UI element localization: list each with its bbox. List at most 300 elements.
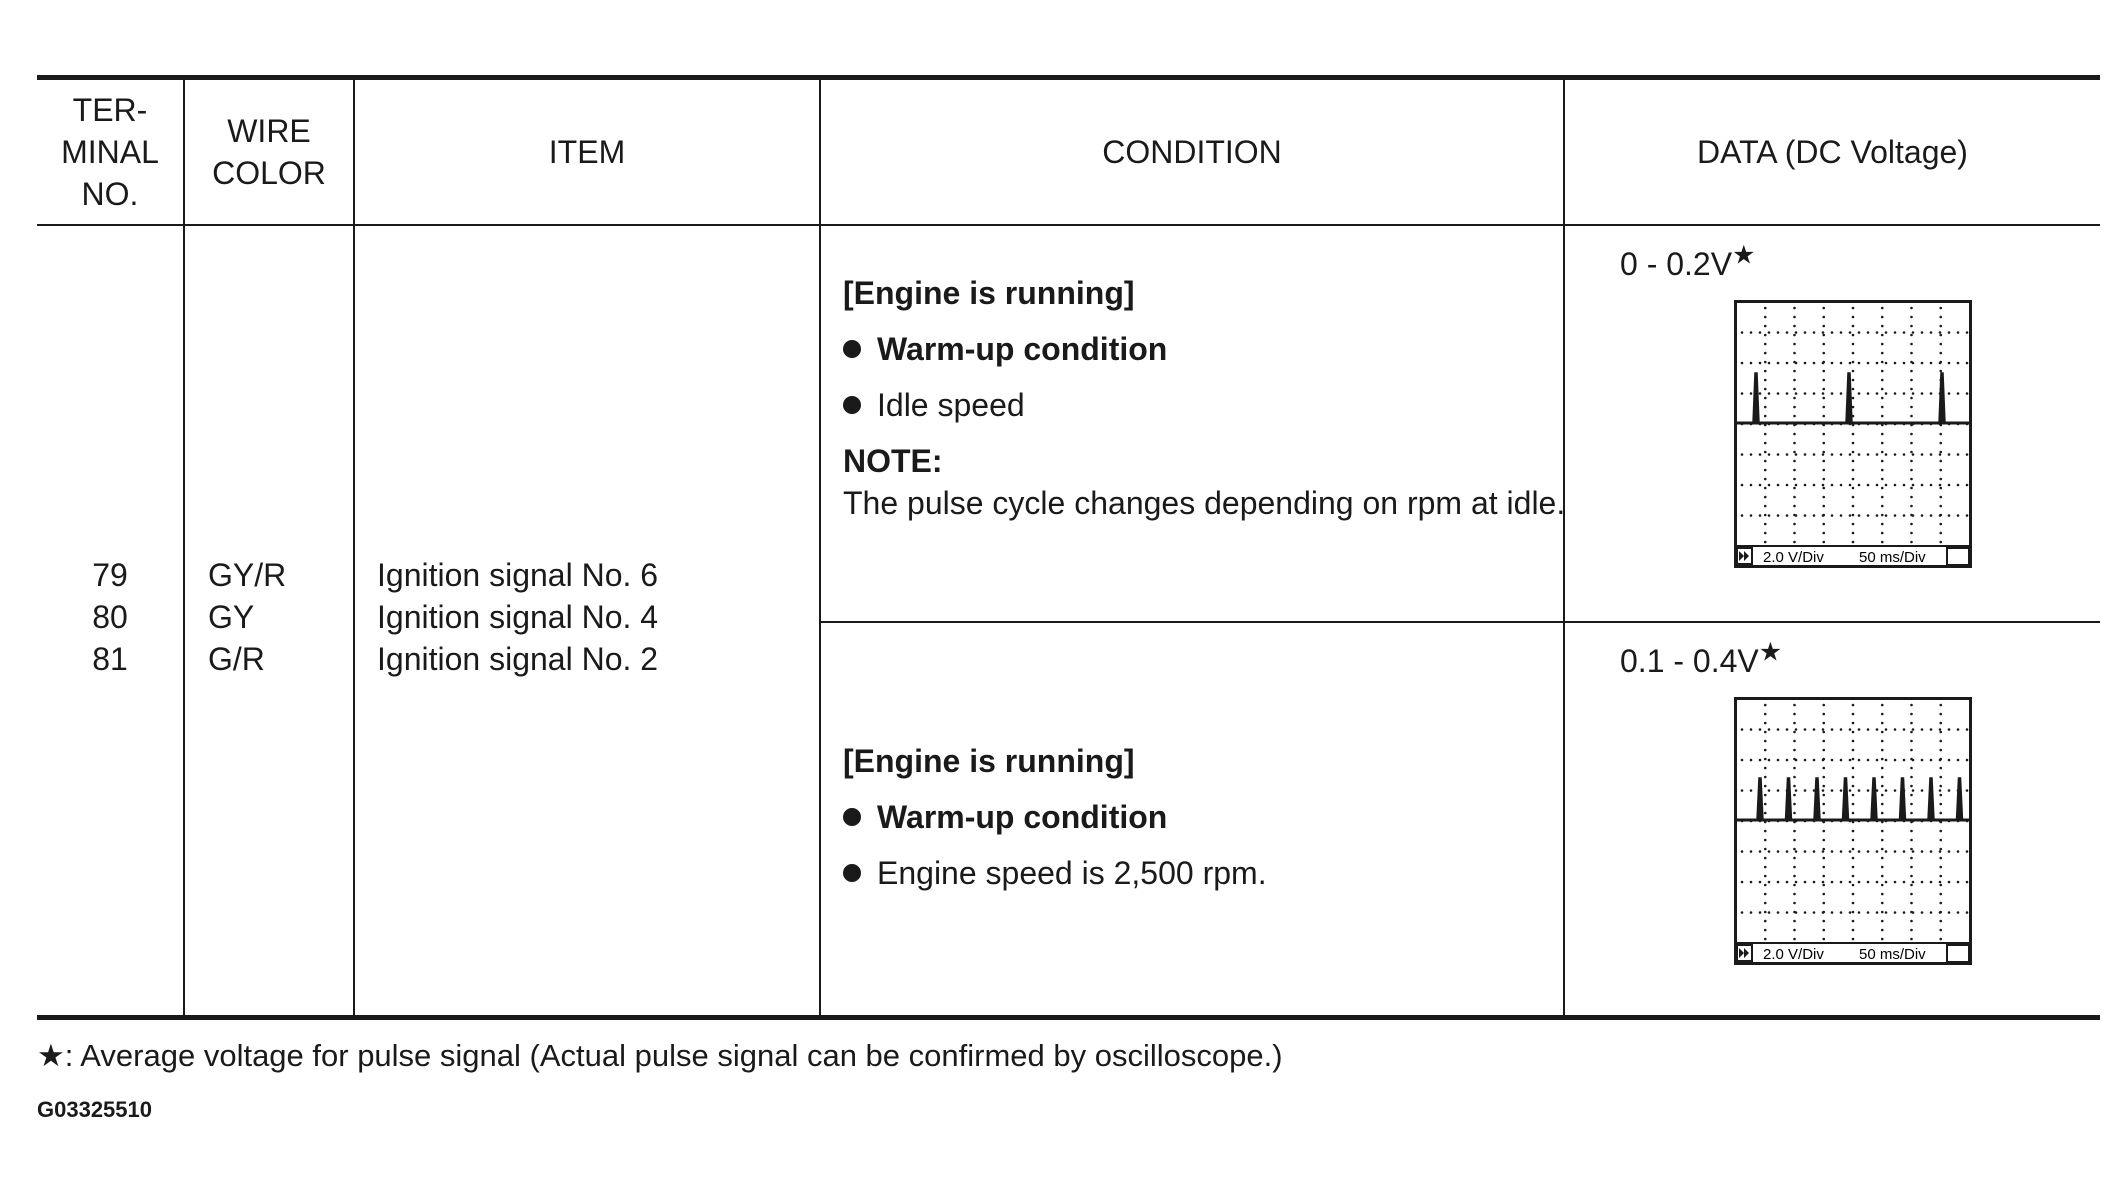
- scope-grid-dot: [1764, 722, 1767, 725]
- scope-grid-dot: [1939, 776, 1942, 779]
- scope-grid-dot: [1881, 415, 1884, 418]
- scope-grid-dot: [1910, 902, 1913, 905]
- scope-grid-dot: [1939, 728, 1942, 731]
- scope-grid-dot: [1948, 850, 1951, 853]
- scope-grid-dot: [1921, 881, 1924, 884]
- scope-grid-dot: [1910, 839, 1913, 842]
- scope-grid-dot: [1813, 392, 1816, 395]
- scope-grid-dot: [1764, 370, 1767, 373]
- scope-grid-dot: [1764, 938, 1767, 941]
- scope-grid-dot: [1831, 331, 1834, 334]
- wire-color-column: [208, 554, 286, 680]
- scope-grid-dot: [1822, 938, 1825, 941]
- scope-grid-dot: [1881, 334, 1884, 337]
- scope-grid-dot: [1852, 776, 1855, 779]
- scope-grid-dot: [1852, 478, 1855, 481]
- scope-grid-dot: [1930, 850, 1933, 853]
- scope-grid-dot: [1840, 392, 1843, 395]
- scope-grid-dot: [1849, 850, 1852, 853]
- scope-grid-dot: [1948, 453, 1951, 456]
- scope-grid-dot: [1881, 911, 1884, 914]
- scope-grid-dot: [1894, 362, 1897, 365]
- scope-grid-dot: [1852, 325, 1855, 328]
- scope-grid-dot: [1939, 484, 1942, 487]
- scope-grid-dot: [1881, 848, 1884, 851]
- scope-grid-dot: [1939, 352, 1942, 355]
- scope-grid-dot: [1894, 911, 1897, 914]
- time-per-div: 50 ms/Div: [1859, 946, 1926, 963]
- scope-grid-dot: [1852, 929, 1855, 932]
- scope-grid-dot: [1741, 759, 1744, 762]
- scope-grid-dot: [1852, 352, 1855, 355]
- scope-grid-dot: [1881, 866, 1884, 869]
- scope-grid-dot: [1910, 920, 1913, 923]
- scope-grid-dot: [1795, 362, 1798, 365]
- scope-grid-dot: [1881, 505, 1884, 508]
- scope-grid-dot: [1795, 789, 1798, 792]
- scope-grid-dot: [1822, 767, 1825, 770]
- scope-grid-dot: [1948, 362, 1951, 365]
- scope-grid-dot: [1881, 776, 1884, 779]
- scope-grid-dot: [1764, 469, 1767, 472]
- scope-grid-dot: [1881, 803, 1884, 806]
- scope-grid-dot: [1910, 532, 1913, 535]
- scope-grid-dot: [1750, 484, 1753, 487]
- note-title: NOTE:: [843, 443, 943, 479]
- scope-grid-dot: [1768, 484, 1771, 487]
- scope-grid-dot: [1939, 523, 1942, 526]
- scope-grid-dot: [1852, 541, 1855, 544]
- scope-grid-dot: [1852, 514, 1855, 517]
- scope-grid-dot: [1822, 334, 1825, 337]
- scope-grid-dot: [1852, 875, 1855, 878]
- scope-grid-dot: [1912, 881, 1915, 884]
- scope-grid-dot: [1822, 487, 1825, 490]
- scope-grid-dot: [1912, 789, 1915, 792]
- condition-idle: [843, 272, 1583, 524]
- scope-grid-dot: [1852, 722, 1855, 725]
- scope-grid-dot: [1939, 453, 1942, 456]
- scope-grid-dot: [1822, 893, 1825, 896]
- table-bottom-rule: [37, 1015, 2100, 1020]
- scope-grid-dot: [1849, 728, 1852, 731]
- scope-grid-dot: [1910, 388, 1913, 391]
- scope-grid-dot: [1858, 331, 1861, 334]
- scope-indicator-box: [1947, 548, 1969, 565]
- scope-grid-dot: [1852, 460, 1855, 463]
- scope-grid-dot: [1910, 740, 1913, 743]
- scope-grid-dot: [1793, 830, 1796, 833]
- scope-grid-dot: [1881, 361, 1884, 364]
- scope-grid-dot: [1840, 331, 1843, 334]
- scope-grid-dot: [1957, 484, 1960, 487]
- scope-grid-dot: [1768, 362, 1771, 365]
- scope-grid-dot: [1813, 911, 1816, 914]
- scope-grid-dot: [1764, 460, 1767, 463]
- scope-grid-dot: [1741, 728, 1744, 731]
- item-column: [377, 554, 658, 680]
- scope-grid-dot: [1966, 392, 1969, 395]
- scope-grid-dot: [1750, 514, 1753, 517]
- scope-grid-dot: [1840, 881, 1843, 884]
- scope-grid-dot: [1852, 794, 1855, 797]
- scope-grid-dot: [1876, 881, 1879, 884]
- scope-grid-dot: [1793, 478, 1796, 481]
- scope-grid-dot: [1939, 794, 1942, 797]
- scope-grid-dot: [1741, 911, 1744, 914]
- scope-grid-dot: [1939, 848, 1942, 851]
- scope-grid-dot: [1867, 514, 1870, 517]
- scope-grid-dot: [1822, 830, 1825, 833]
- scope-grid-dot: [1881, 785, 1884, 788]
- scope-grid-dot: [1903, 362, 1906, 365]
- scope-grid-dot: [1764, 794, 1767, 797]
- scope-grid-dot: [1852, 920, 1855, 923]
- wire-color: GY/R: [208, 557, 287, 593]
- scope-grid-dot: [1804, 392, 1807, 395]
- scope-grid-dot: [1858, 728, 1861, 731]
- scope-grid-dot: [1813, 362, 1816, 365]
- scope-grid-dot: [1840, 484, 1843, 487]
- scope-grid-dot: [1939, 343, 1942, 346]
- scope-grid-dot: [1852, 379, 1855, 382]
- scope-grid-dot: [1768, 392, 1771, 395]
- scope-grid-dot: [1822, 850, 1825, 853]
- scope-grid-dot: [1910, 496, 1913, 499]
- scope-grid-dot: [1939, 487, 1942, 490]
- scope-grid-dot: [1939, 893, 1942, 896]
- scope-grid-dot: [1822, 789, 1825, 792]
- scope-grid-dot: [1881, 397, 1884, 400]
- scope-grid-dot: [1921, 514, 1924, 517]
- scope-grid-dot: [1881, 460, 1884, 463]
- scope-grid-dot: [1822, 460, 1825, 463]
- scope-grid-dot: [1852, 704, 1855, 707]
- scope-grid-dot: [1795, 850, 1798, 853]
- scope-grid-dot: [1939, 731, 1942, 734]
- scope-grid-dot: [1759, 392, 1762, 395]
- scope-grid-dot: [1912, 759, 1915, 762]
- scope-grid-dot: [1852, 830, 1855, 833]
- scope-grid-dot: [1881, 740, 1884, 743]
- scope-grid-dot: [1881, 514, 1884, 517]
- scope-grid-dot: [1793, 929, 1796, 932]
- scope-grid-dot: [1822, 759, 1825, 762]
- scope-grid-dot: [1939, 749, 1942, 752]
- scope-grid-dot: [1910, 929, 1913, 932]
- scope-grid-dot: [1764, 523, 1767, 526]
- scope-grid-dot: [1966, 514, 1969, 517]
- scope-grid-dot: [1881, 749, 1884, 752]
- scope-grid-dot: [1852, 902, 1855, 905]
- scope-grid-dot: [1903, 392, 1906, 395]
- scope-grid-dot: [1764, 505, 1767, 508]
- scope-grid-dot: [1852, 388, 1855, 391]
- scope-grid-dot: [1840, 759, 1843, 762]
- scope-grid-dot: [1939, 541, 1942, 544]
- scope-grid-dot: [1957, 881, 1960, 884]
- scope-grid-dot: [1939, 812, 1942, 815]
- scope-grid-dot: [1786, 911, 1789, 914]
- scope-grid-dot: [1764, 857, 1767, 860]
- scope-grid-dot: [1750, 453, 1753, 456]
- scope-grid-dot: [1759, 514, 1762, 517]
- scope-grid-dot: [1822, 713, 1825, 716]
- scope-grid-dot: [1840, 362, 1843, 365]
- scope-grid-dot: [1910, 875, 1913, 878]
- scope-grid-dot: [1822, 392, 1825, 395]
- scope-grid-dot: [1764, 307, 1767, 310]
- scope-grid-dot: [1881, 496, 1884, 499]
- scope-grid-dot: [1910, 343, 1913, 346]
- condition-title: [Engine is running]: [843, 743, 1135, 779]
- scope-grid-dot: [1910, 866, 1913, 869]
- scope-grid-dot: [1881, 929, 1884, 932]
- bullet-dot-icon: [843, 340, 861, 358]
- scope-grid-dot: [1881, 704, 1884, 707]
- scope-grid-dot: [1881, 830, 1884, 833]
- scope-grid-dot: [1881, 343, 1884, 346]
- scope-grid-dot: [1948, 514, 1951, 517]
- scope-grid-dot: [1957, 331, 1960, 334]
- scope-grid-dot: [1966, 789, 1969, 792]
- scope-grid-dot: [1764, 541, 1767, 544]
- scope-grid-dot: [1966, 484, 1969, 487]
- condition-bullet: [843, 852, 1267, 894]
- scope-grid-dot: [1910, 415, 1913, 418]
- scope-grid-dot: [1764, 514, 1767, 517]
- scope-grid-dot: [1876, 911, 1879, 914]
- scope-grid-dot: [1876, 728, 1879, 731]
- scope-grid-dot: [1903, 759, 1906, 762]
- scope-grid-dot: [1813, 881, 1816, 884]
- scope-grid-dot: [1768, 789, 1771, 792]
- scope-grid-dot: [1822, 451, 1825, 454]
- scope-grid-dot: [1894, 392, 1897, 395]
- scope-grid-dot: [1930, 453, 1933, 456]
- scope-grid-dot: [1852, 713, 1855, 716]
- scope-grid-dot: [1793, 803, 1796, 806]
- scope-grid-dot: [1881, 478, 1884, 481]
- scope-grid-dot: [1939, 334, 1942, 337]
- scope-grid-dot: [1741, 362, 1744, 365]
- scope-grid-dot: [1852, 767, 1855, 770]
- scope-grid-dot: [1876, 759, 1879, 762]
- scope-grid-dot: [1759, 484, 1762, 487]
- scope-grid-dot: [1881, 469, 1884, 472]
- scope-grid-dot: [1764, 361, 1767, 364]
- scope-grid-dot: [1858, 789, 1861, 792]
- scope-grid-dot: [1831, 881, 1834, 884]
- scope-grid-dot: [1894, 453, 1897, 456]
- scope-grid-dot: [1759, 728, 1762, 731]
- scope-grid-dot: [1764, 767, 1767, 770]
- scope-grid-dot: [1793, 370, 1796, 373]
- scope-grid-dot: [1804, 789, 1807, 792]
- scope-grid-dot: [1852, 469, 1855, 472]
- star-icon: ★: [1758, 636, 1783, 667]
- scope-grid-dot: [1822, 740, 1825, 743]
- scope-grid-dot: [1793, 388, 1796, 391]
- scope-grid-dot: [1912, 362, 1915, 365]
- scope-grid-dot: [1881, 523, 1884, 526]
- scope-grid-dot: [1822, 920, 1825, 923]
- scope-grid-dot: [1793, 875, 1796, 878]
- scope-grid-dot: [1903, 881, 1906, 884]
- scope-grid-dot: [1764, 316, 1767, 319]
- scope-grid-dot: [1910, 469, 1913, 472]
- scope-grid-dot: [1822, 866, 1825, 869]
- scope-grid-dot: [1768, 453, 1771, 456]
- scope-grid-dot: [1867, 911, 1870, 914]
- scope-grid-dot: [1822, 803, 1825, 806]
- scope-grid-dot: [1786, 881, 1789, 884]
- scope-grid-dot: [1910, 785, 1913, 788]
- header-wire-color: WIRE COLOR: [212, 113, 326, 191]
- scope-grid-dot: [1793, 713, 1796, 716]
- scope-grid-dot: [1741, 331, 1744, 334]
- scope-grid-dot: [1966, 881, 1969, 884]
- scope-grid-dot: [1750, 850, 1753, 853]
- scope-grid-dot: [1822, 478, 1825, 481]
- scope-grid-dot: [1764, 839, 1767, 842]
- scope-grid-dot: [1876, 331, 1879, 334]
- scope-grid-dot: [1910, 884, 1913, 887]
- scope-grid-dot: [1930, 514, 1933, 517]
- scope-grid-dot: [1764, 487, 1767, 490]
- scope-grid-dot: [1939, 850, 1942, 853]
- figure-code: G03325510: [37, 1097, 152, 1122]
- scope-grid-dot: [1777, 850, 1780, 853]
- scope-grid-dot: [1759, 453, 1762, 456]
- scope-grid-dot: [1885, 392, 1888, 395]
- scope-grid-dot: [1795, 331, 1798, 334]
- scope-grid-dot: [1795, 728, 1798, 731]
- scope-grid-dot: [1852, 758, 1855, 761]
- scope-grid-dot: [1957, 728, 1960, 731]
- scope-grid-dot: [1764, 848, 1767, 851]
- scope-grid-dot: [1966, 362, 1969, 365]
- scope-grid-dot: [1804, 453, 1807, 456]
- scope-grid-dot: [1849, 759, 1852, 762]
- scope-grid-dot: [1764, 478, 1767, 481]
- scope-grid-dot: [1903, 514, 1906, 517]
- scope-grid-dot: [1939, 839, 1942, 842]
- scope-grid-dot: [1910, 523, 1913, 526]
- scope-grid-dot: [1849, 362, 1852, 365]
- scope-grid-dot: [1912, 453, 1915, 456]
- scope-grid-dot: [1921, 484, 1924, 487]
- scope-grid-dot: [1852, 812, 1855, 815]
- scope-grid-dot: [1881, 532, 1884, 535]
- scope-grid-dot: [1831, 911, 1834, 914]
- scope-grid-dot: [1764, 415, 1767, 418]
- scope-grid-dot: [1881, 307, 1884, 310]
- scope-grid-dot: [1822, 881, 1825, 884]
- scope-grid-dot: [1822, 316, 1825, 319]
- scope-grid-dot: [1822, 379, 1825, 382]
- scope-grid-dot: [1741, 453, 1744, 456]
- scope-grid-dot: [1910, 722, 1913, 725]
- scope-grid-dot: [1881, 920, 1884, 923]
- scope-grid-dot: [1793, 469, 1796, 472]
- item-name: Ignition signal No. 4: [377, 599, 659, 635]
- scope-grid-dot: [1894, 881, 1897, 884]
- scope-grid-dot: [1852, 307, 1855, 310]
- scope-grid-dot: [1881, 352, 1884, 355]
- scope-grid-dot: [1764, 893, 1767, 896]
- scope-grid-dot: [1921, 850, 1924, 853]
- scope-grid-dot: [1910, 487, 1913, 490]
- scope-grid-dot: [1822, 331, 1825, 334]
- scope-grid-dot: [1750, 362, 1753, 365]
- scope-grid-dot: [1939, 902, 1942, 905]
- scope-grid-dot: [1764, 397, 1767, 400]
- voltage-value: 0.1 - 0.4V★: [1620, 636, 1783, 679]
- scope-grid-dot: [1939, 767, 1942, 770]
- scope-grid-dot: [1777, 484, 1780, 487]
- scope-grid-dot: [1930, 881, 1933, 884]
- scope-grid-dot: [1793, 785, 1796, 788]
- scope-grid-dot: [1852, 857, 1855, 860]
- scope-grid-dot: [1939, 316, 1942, 319]
- scope-grid-dot: [1786, 453, 1789, 456]
- scope-grid-dot: [1852, 866, 1855, 869]
- scope-grid-dot: [1804, 362, 1807, 365]
- scope-grid-dot: [1764, 343, 1767, 346]
- scope-grid-dot: [1939, 433, 1942, 436]
- scope-grid-dot: [1858, 514, 1861, 517]
- item-name: Ignition signal No. 6: [377, 557, 659, 593]
- scope-grid-dot: [1852, 361, 1855, 364]
- scope-grid-dot: [1786, 514, 1789, 517]
- scope-grid-dot: [1903, 911, 1906, 914]
- scope-grid-dot: [1930, 728, 1933, 731]
- scope-grid-dot: [1881, 857, 1884, 860]
- scope-grid-dot: [1849, 881, 1852, 884]
- scope-grid-dot: [1741, 881, 1744, 884]
- scope-grid-dot: [1939, 857, 1942, 860]
- header-terminal-no: TER- MINAL NO.: [61, 92, 159, 212]
- scope-grid-dot: [1852, 740, 1855, 743]
- scope-grid-dot: [1822, 704, 1825, 707]
- scope-grid-dot: [1939, 803, 1942, 806]
- scope-grid-dot: [1910, 478, 1913, 481]
- scope-grid-dot: [1777, 881, 1780, 884]
- scope-grid-dot: [1777, 911, 1780, 914]
- scope-grid-dot: [1852, 911, 1855, 914]
- scope-grid-dot: [1939, 460, 1942, 463]
- scope-grid-dot: [1881, 433, 1884, 436]
- scope-grid-dot: [1912, 911, 1915, 914]
- scope-grid-dot: [1858, 881, 1861, 884]
- scope-grid-dot: [1852, 803, 1855, 806]
- scope-grid-dot: [1750, 728, 1753, 731]
- terminal-table: [37, 75, 2100, 1020]
- scope-grid-dot: [1939, 307, 1942, 310]
- scope-grid-dot: [1759, 331, 1762, 334]
- scope-grid-dot: [1948, 392, 1951, 395]
- scope-grid-dot: [1885, 514, 1888, 517]
- scope-grid-dot: [1793, 307, 1796, 310]
- scope-grid-dot: [1867, 759, 1870, 762]
- wire-color: G/R: [208, 641, 265, 677]
- scope-grid-dot: [1939, 325, 1942, 328]
- bullet-dot-icon: [843, 864, 861, 882]
- scope-grid-dot: [1764, 406, 1767, 409]
- scope-grid-dot: [1894, 331, 1897, 334]
- scope-grid-dot: [1764, 704, 1767, 707]
